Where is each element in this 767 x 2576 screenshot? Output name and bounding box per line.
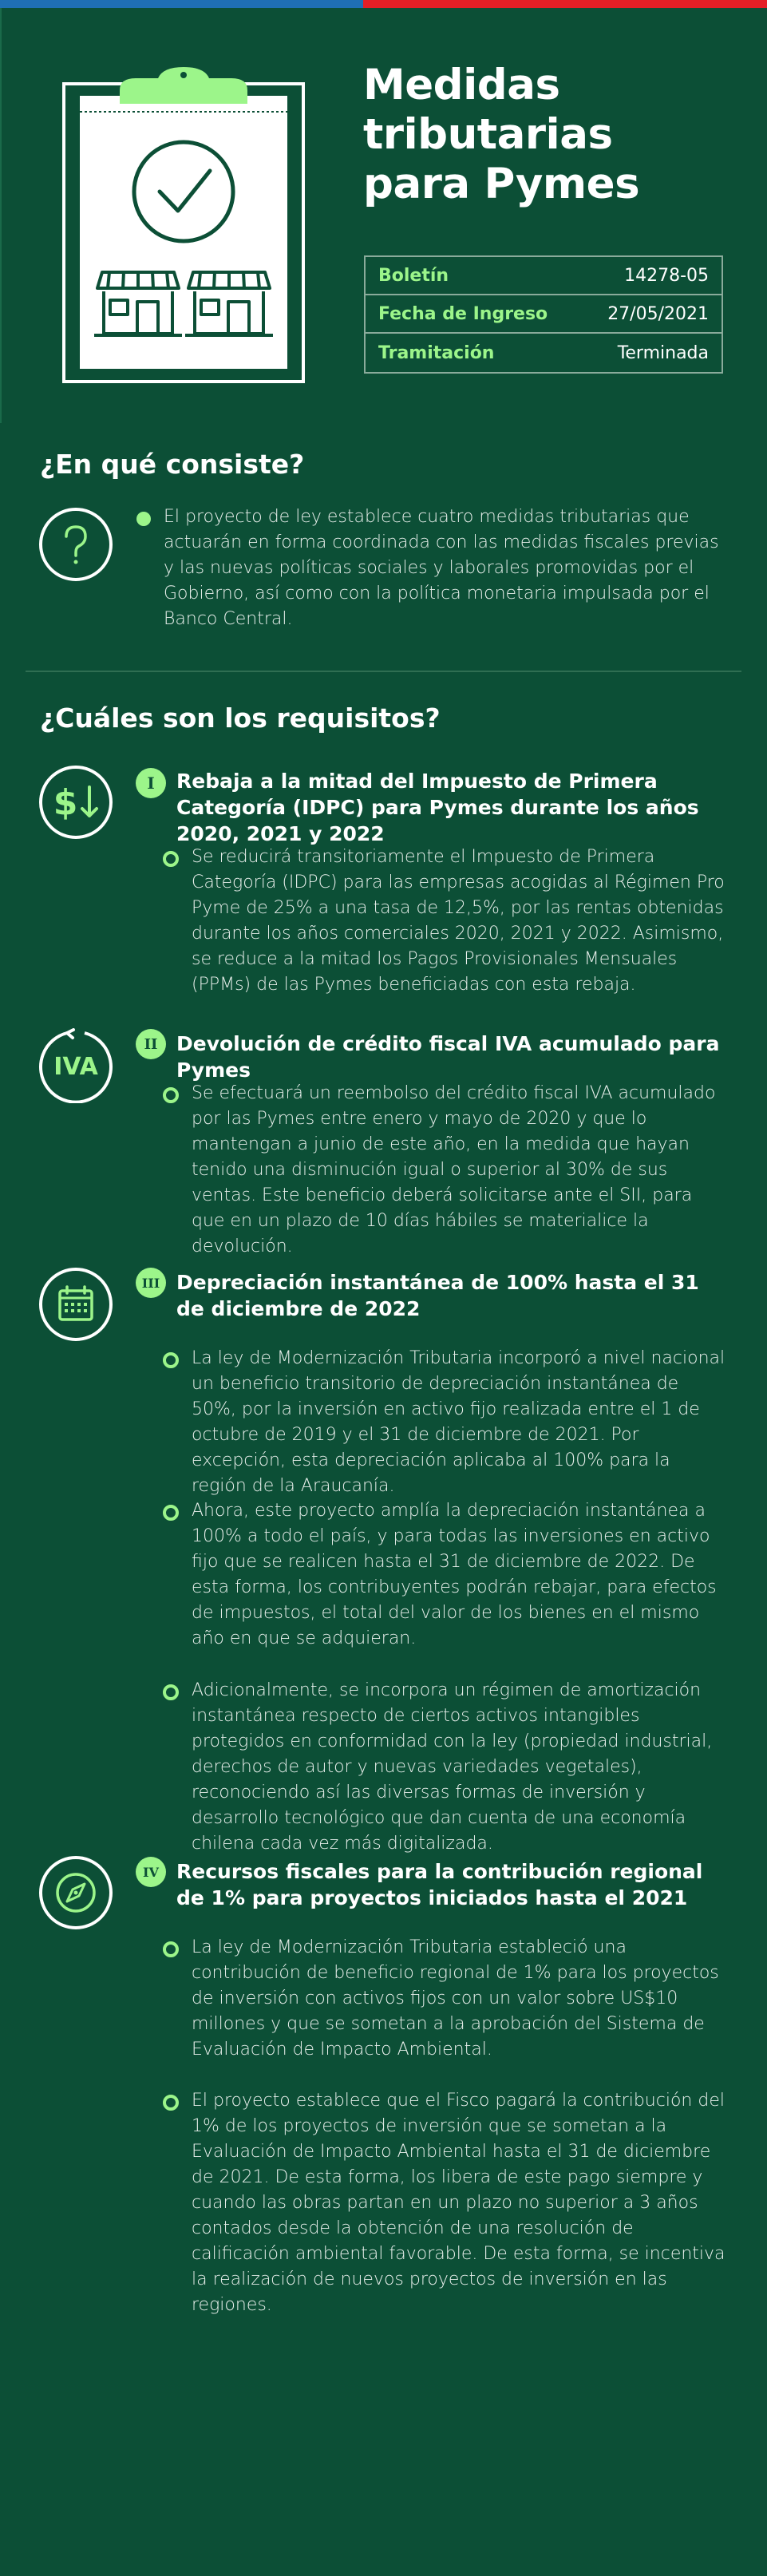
info-row-tramitacion	[366, 334, 722, 372]
item-paragraph: La ley de Modernización Tributaria estableció una contribución de beneficio regional de 1% para los proyectos de inversión con activos fijos con un valor sobre US$10 millones y que se sometan a la aprobación del Sistema de Evaluación de Impacto Ambiental.	[192, 1937, 719, 2060]
item-paragraph: Se efectuará un reembolso del crédito fiscal IVA acumulado por las Pymes entre enero y mayo de 2020 y que lo mantengan a junio de este año, en la medida que hayan tenido una disminución igual o superior al 30% de sus ventas. Este beneficio deberá solicitarse ante el SII, para que en un plazo de 10 días hábiles se materialice la devolución.	[192, 1083, 716, 1256]
section-title-requisitos: ¿Cuáles son los requisitos?	[40, 702, 441, 734]
iva-icon-text: IVA	[53, 1053, 98, 1081]
item-paragraph: Adicionalmente, se incorpora un régimen de amortización instantánea respecto de ciertos activos intangibles protegidos en conformidad con la ley (propiedad industrial, derechos de autor y nuevas variedades vegetales), reconociendo así las diversas formas de inversión y desarrollo tecnológico que dan cuenta de una economía chilena cada vez más digitalizada.	[192, 1680, 713, 1854]
item-paragraph: Ahora, este proyecto amplía la depreciación instantánea a 100% a todo el país, y para todas las inversiones en activo fijo que se realicen hasta el 31 de diciembre de 2022. De esta forma, los contribuyentes podrán rebajar, para efectos de impuestos, el total del valor de los bienes en el mismo año en que se adquieran.	[192, 1501, 717, 1648]
item-number-badge: III	[136, 1268, 166, 1298]
item-number-badge: IV	[136, 1857, 166, 1887]
section-title-consiste: ¿En qué consiste?	[40, 449, 305, 480]
item-title: Rebaja a la mitad del Impuesto de Primera Categoría (IDPC) para Pymes durante los años 2020, 2021 y 2022	[176, 770, 699, 845]
info-value: 14278-05	[624, 265, 709, 286]
bullet	[163, 1505, 179, 1521]
svg-text:$: $	[53, 782, 78, 823]
item-paragraph: La ley de Modernización Tributaria incorporó a nivel nacional un beneficio transitorio de depreciación instantánea de 50%, por la inversión en activo fijo realizada entre el 1 de octubre de 2019 y el 31 de diciembre de 2021. Por excepción, esta depreciación aplicaba al 100% para la región de la Araucanía.	[192, 1348, 725, 1496]
info-label: Tramitación	[378, 342, 495, 363]
header-edge-line	[0, 8, 2, 423]
compass-icon	[38, 1855, 113, 1930]
top-color-bar	[0, 0, 767, 8]
info-row-fecha	[366, 295, 722, 334]
bullet	[163, 1684, 179, 1700]
item-paragraph: Se reducirá transitoriamente el Impuesto de Primera Categoría (IDPC) para las empresas acogidas al Régimen Pro Pyme de 25% a una tasa de 12,5%, por las rentas obtenidas durante los años comerciales 2020, 2021 y 2022. Asimismo, se reduce a la mitad los Pagos Provisionales Mensuales (PPMs) de las Pymes beneficiadas con esta rebaja.	[192, 847, 725, 995]
bullet	[163, 1352, 179, 1368]
top-bar-red	[363, 0, 767, 8]
info-value: 27/05/2021	[607, 303, 709, 324]
calendar-icon	[38, 1267, 113, 1342]
iva-refund-icon	[38, 1028, 113, 1103]
consiste-text: El proyecto de ley establece cuatro medidas tributarias que actuarán en forma coordinada con las medidas fiscales previas y las nuevas políticas sociales y laborales promovidas por el Gobierno, así como con la política monetaria impulsada por el Banco Central.	[164, 507, 719, 629]
info-table	[364, 255, 723, 374]
question-icon	[38, 507, 113, 582]
item-title: Devolución de crédito fiscal IVA acumulado para Pymes	[176, 1032, 720, 1082]
dollar-down-icon	[38, 765, 113, 840]
info-row-boletin	[366, 257, 722, 295]
section-divider	[26, 671, 741, 672]
info-label: Fecha de Ingreso	[378, 303, 548, 324]
clipboard-store-icon	[62, 62, 305, 383]
bullet	[163, 851, 179, 867]
item-title: Recursos fiscales para la contribución regional de 1% para proyectos iniciados hasta el 2021	[176, 1860, 703, 1909]
bullet	[163, 1087, 179, 1103]
item-title: Depreciación instantánea de 100% hasta el 31 de diciembre de 2022	[176, 1271, 699, 1320]
bullet	[163, 1941, 179, 1957]
bullet	[163, 2095, 179, 2111]
item-number-badge: I	[136, 768, 166, 798]
bullet	[136, 512, 151, 526]
info-value: Terminada	[617, 342, 709, 363]
info-label: Boletín	[378, 265, 449, 286]
page-title: Medidas tributarias para Pymes	[363, 61, 640, 208]
top-bar-blue	[0, 0, 363, 8]
item-number-badge: II	[136, 1029, 166, 1059]
item-paragraph: El proyecto establece que el Fisco pagará la contribución del 1% de los proyectos de inversión que se sometan a la Evaluación de Impacto Ambiental hasta el 31 de diciembre de 2021. De esta forma, los libera de este pago siempre y cuando las obras partan en un plazo no superior a 3 años contados desde la obtención de una resolución de calificación ambiental favorable. De esta forma, se incentiva la realización de nuevos proyectos de inversión en las regiones.	[192, 2091, 725, 2315]
